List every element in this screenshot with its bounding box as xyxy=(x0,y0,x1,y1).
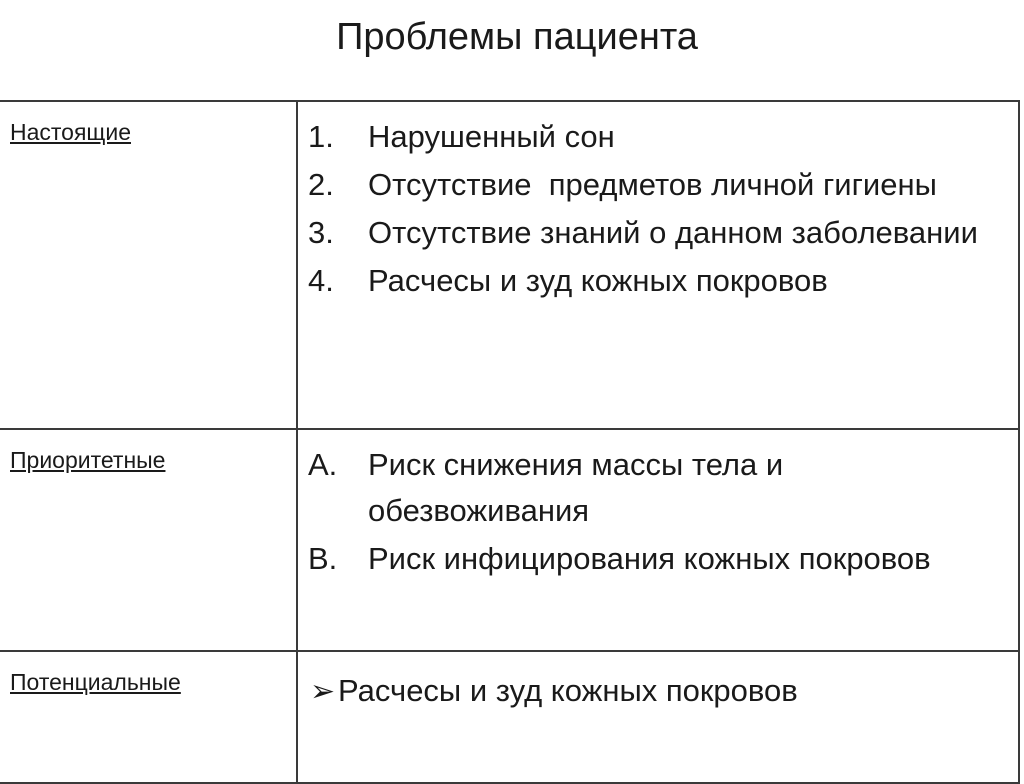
bullet-item xyxy=(298,652,1018,715)
list-item-text: Отсутствие знаний о данном заболевании xyxy=(368,215,978,250)
row-content-cell xyxy=(297,429,1019,651)
list-marker: A. xyxy=(308,447,338,482)
problems-table xyxy=(0,100,1020,784)
row-label-cell xyxy=(0,101,297,429)
list-item xyxy=(298,442,1018,534)
list-marker: 2. xyxy=(308,167,334,202)
row-content-cell xyxy=(297,651,1019,783)
row-label-cell xyxy=(0,651,297,783)
list-marker: B. xyxy=(308,541,338,576)
list-item-text: Риск снижения массы тела и обезвоживания xyxy=(368,447,784,528)
numbered-list xyxy=(298,102,1018,304)
table-row xyxy=(0,429,1019,651)
page-title: Проблемы пациента xyxy=(336,16,698,58)
list-marker: 1. xyxy=(308,119,334,154)
list-item-text: Отсутствие предметов личной гигиены xyxy=(368,167,937,202)
list-item xyxy=(298,210,1018,256)
list-item xyxy=(298,536,1018,582)
table-row xyxy=(0,651,1019,783)
table-row xyxy=(0,101,1019,429)
row-label-cell xyxy=(0,429,297,651)
lettered-list xyxy=(298,430,1018,582)
list-item xyxy=(298,114,1018,160)
list-marker: 3. xyxy=(308,215,334,250)
row-content-cell xyxy=(297,101,1019,429)
list-item-text: Нарушенный сон xyxy=(368,119,615,154)
row-label-potential: Потенциальные xyxy=(10,669,181,695)
list-item-text: Риск инфицирования кожных покровов xyxy=(368,541,931,576)
arrow-bullet-icon: ➢ xyxy=(310,675,336,708)
list-item xyxy=(298,162,1018,208)
list-marker: 4. xyxy=(308,263,334,298)
row-label-current: Настоящие xyxy=(10,119,131,145)
bullet-item-text: Расчесы и зуд кожных покровов xyxy=(338,673,798,708)
list-item xyxy=(298,258,1018,304)
list-item-text: Расчесы и зуд кожных покровов xyxy=(368,263,828,298)
row-label-priority: Приоритетные xyxy=(10,447,166,473)
